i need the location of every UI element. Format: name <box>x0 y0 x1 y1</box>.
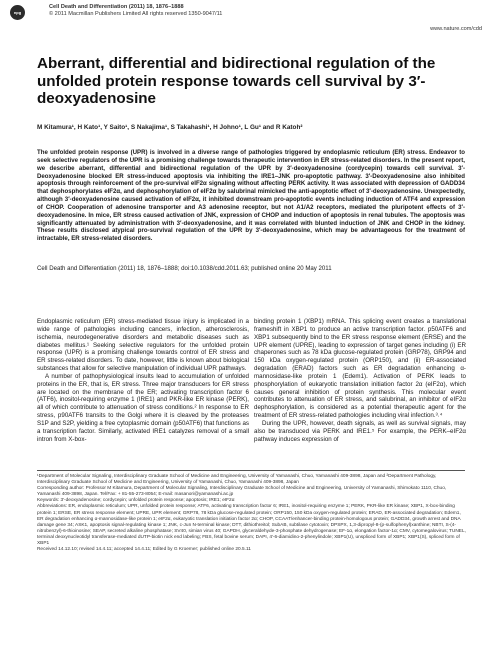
abstract: The unfolded protein response (UPR) is involved in a diverse range of pathologies triggered by endoplasmic reticulum (ER) stress. Endeavor to seek selective regulators of the UPR is a promising challenge towards therapeutic intervention in ER stress-related disorders. In the present report, we describe aberrant, differential and bidirectional regulation of the UPR by 3′-deoxyadenosine (cordycepin) towards cell survival. 3′-Deoxyadenosine blocked ER stress-induced apoptosis via inhibiting the IRE1–JNK pro-apoptotic pathway. 3′-Deoxyadenosine also inhibited apoptosis through reinforcement of the pro-survival eIF2α signaling without affecting PERK activity. It was associated with depression of GADD34 that dephosphorylates eIF2α, and dephosphorylation of eIF2α by salubrinal mimicked the anti-apoptotic effect of 3′-deoxyadenosine. Unexpectedly, although 3′-deoxyadenosine caused activation of eIF2α, it inhibited downstream pro-apoptotic events including induction of ATF4 and expression of CHOP. Cooperation of adenosine transporter and A3 adenosine receptor, but not A1/A2 receptors, mediated the pluripotent effects of 3′-deoxyadenosine. In mice, ER stress caused activation of JNK, expression of CHOP and induction of apoptosis in renal tubules. The apoptosis was significantly attenuated by administration with 3′-deoxyadenosine, and it was correlated with blunted induction of JNK and CHOP in the kidney. These results disclosed atypical pro-survival regulation of the UPR by 3′-deoxyadenosine, which may be advantageous for the treatment of intractable, ER stress-related disorders. <box>37 149 465 243</box>
body-paragraph: binding protein 1 (XBP1) mRNA. This splicing event creates a translational frameshift in XBP1 to produce an active transcription factor. p50ATF6 and XBP1 subsequently bind to the ER stress response element (ERSE) and the UPR element (UPRE), leading to expression of target genes including (i) ER chaperones such as 78 kDa glucose-regulated protein (GRP78), GRP94 and 150 kDa oxygen-regulated protein (ORP150), and (ii) ER-associated degradation (ERAD) factors such as ER degradation enhancing α-mannosidase-like protein 1 (Edem1). Activation of PERK leads to phosphorylation of eukaryotic translation initiation factor 2α (eIF2α), which causes general inhibition of protein synthesis. This molecular event contributes to attenuation of ER stress, and salubrinal, an inhibitor of eIF2α dephosphorylation, is considered as a potential therapeutic agent for the treatment of ER stress-related pathologies including viral infection.³˒⁴ <box>254 318 466 420</box>
journal-url[interactable]: www.nature.com/cdd <box>430 26 482 32</box>
body-column-left <box>37 318 249 444</box>
copyright-line: © 2011 Macmillan Publishers Limited All rights reserved 1350-9047/11 <box>49 11 223 17</box>
keywords-footnote: Keywords: 3′-deoxyadenosine; cordycepin; unfolded protein response; apoptosis; IRE1; eIF2α <box>37 498 235 504</box>
citation-line: Cell Death and Differentiation (2011) 18, 1876–1888; doi:10.1038/cdd.2011.63; published online 20 May 2011 <box>37 265 332 272</box>
abbreviations-footnote: Abbreviations: ER, endoplasmic reticulum; UPR, unfolded protein response; ATF6, activating transcription factor 6; IRE1, inositol-requiring enzyme 1; PERK, PKR-like ER kinase; XBP1, X-box-binding protein 1; ERSE, ER stress response element; UPRE, UPR element; GRP78, 78 kDa glucose-regulated protein; ORP150, 150 kDa oxygen-regulated protein; ERAD, ER-associated degradation; Edem1, ER degradation enhancing α-mannosidase-like protein 1; eIF2α, eukaryotic translation initiation factor 2α; CHOP, CCAAT/enhancer-binding protein-homologous protein; GADD34, growth arrest and DNA damage gene 34; ASK1, apoptosis signal-regulating kinase 1; JNK, c-Jun N-terminal kinase; DTT, dithiothreitol; SubAB, subtilase cytotoxin; DPSPX, 1,3-dipropyl-8-(p-sulfophenyl)xanthine; NBTI, S-(4-nitrobenzyl)-6-thioinosine; SEAP, secreted alkaline phosphatase; SV40, simian virus 40; GAPDH, glyceraldehyde-3-phosphate dehydrogenase; EF-1α, elongation factor-1α; CMV, cytomegalovirus; TUNEL, terminal deoxynucleotidyl transferase-mediated dUTP-biotin nick end labeling; FBS, fetal bovine serum; DAPI, 4′-6-diamidino-2-phenylindole; XBP1(U), unspliced form of XBP1; XBP1(S), spliced form of XBP1 <box>37 504 466 547</box>
body-paragraph: Endoplasmic reticulum (ER) stress-mediated tissue injury is implicated in a wide range of pathologies including cancers, infection, atherosclerosis, ischemia, neurodegenerative disorders and metabolic diseases such as diabetes mellitus.¹ Seeking selective regulators for the unfolded protein response (UPR) is a promising challenge towards control of ER stress and ER stress-related disorders. To date, however, little is known about biological substances that allow for selective manipulation of individual UPR pathways. <box>37 318 249 373</box>
footnote-divider <box>37 470 465 471</box>
body-paragraph: During the UPR, however, death signals, as well as survival signals, may also be transduced via PERK and IRE1.⁵ For example, the PERK–eIF2α pathway induces expression of <box>254 419 466 443</box>
publisher-logo: npg <box>10 5 25 20</box>
article-title: Aberrant, differential and bidirectional regulation of the unfolded protein response towards cell survival by 3′-deoxyadenosine <box>37 55 436 107</box>
body-paragraph: A number of pathophysiological insults lead to accumulation of unfolded proteins in the ER, that is, ER stress. Three major transducers for ER stress are located on the membrane of the ER; activating transcription factor 6 (ATF6), inositol-requiring enzyme 1 (IRE1) and PKR-like ER kinase (PERK), all of which contribute to attenuation of stress conditions.² In response to ER stress, p90ATF6 transits to the Golgi where it is cleaved by the proteases S1P and S2P, yielding a free cytoplasmic domain (p50ATF6) that functions as a transcription factor. Similarly, activated IRE1 catalyzes removal of a small intron from X-box- <box>37 372 249 443</box>
affiliations-footnote: ¹Department of Molecular Signaling, Interdisciplinary Graduate School of Medicine and Engineering, University of Yamanashi, Chuo, Yamanashi 409-3898, Japan and ²Department Pathology, Interdisciplinary Graduate School of Medicine and Engineering, University of Yamanashi, Chuo, Yamanashi 409-3898, Japan <box>37 474 437 486</box>
correspondence-footnote: Corresponding author: Professor M Kitamura, Department of Molecular Signaling, Interdisciplinary Graduate School of Medicine and Engineering, University of Yamanashi, Shimokato 1110, Chuo, Yamanashi 409-3898, Japan. Tel/Fax: + 81-55-273-8054; E-mail: masanori@yamanashi.ac.jp <box>37 486 447 498</box>
author-list: M Kitamura¹, H Kato¹, Y Saito¹, S Nakajima¹, S Takahashi¹, H Johno¹, L Gu¹ and R Katoh² <box>37 124 303 131</box>
received-footnote: Received 14.12.10; revised 14.4.11; accepted 14.4.11; Edited by G Kroemer; published online 20.5.11 <box>37 547 251 553</box>
journal-line: Cell Death and Differentiation (2011) 18, 1876–1888 <box>49 4 184 10</box>
journal-header <box>49 4 222 18</box>
body-column-right <box>254 318 466 444</box>
footnotes <box>37 474 467 553</box>
